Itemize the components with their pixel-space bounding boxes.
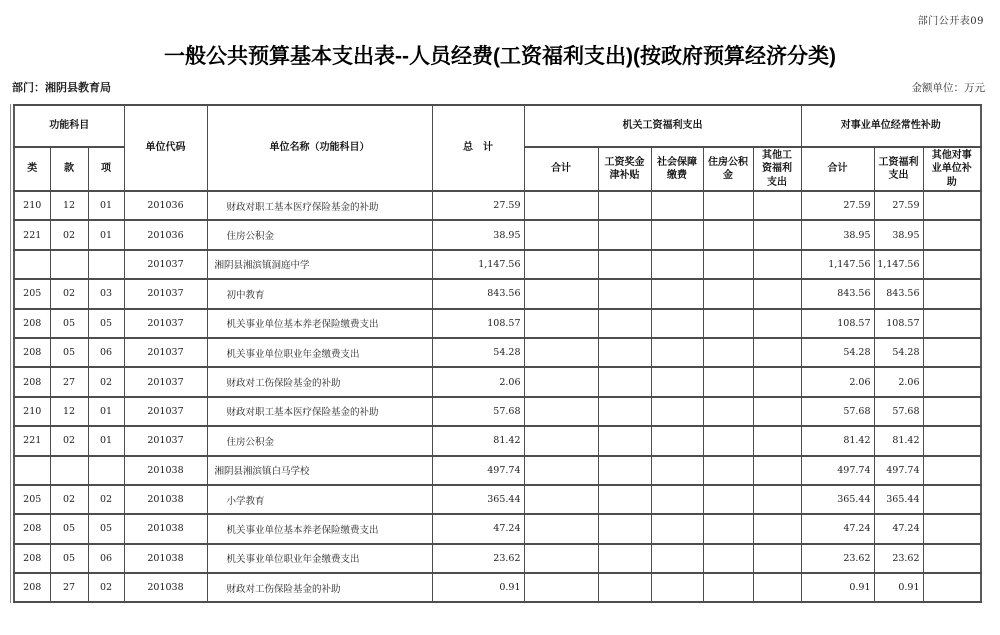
- cell-gov-other: [753, 456, 801, 485]
- cell-gov-housing: [703, 220, 753, 249]
- cell-inst-other: [923, 309, 981, 338]
- cell-inst-other: [923, 456, 981, 485]
- cell-gov-other: [753, 220, 801, 249]
- header-gov-other: 其他工资福利支出: [753, 147, 801, 191]
- cell-gov-other: [753, 191, 801, 220]
- cell-item: 27: [50, 573, 88, 602]
- cell-gov-other: [753, 485, 801, 514]
- cell-total: 27.59: [432, 191, 524, 220]
- cell-gov-total: [524, 191, 598, 220]
- cell-gov-social: [651, 338, 703, 367]
- cell-inst-total: 23.62: [801, 544, 874, 573]
- cell-item: [50, 250, 88, 279]
- header-inst-wage: 工资福利支出: [874, 147, 923, 191]
- table-row: [14, 191, 981, 220]
- table-row: [14, 544, 981, 573]
- cell-code: 201037: [124, 397, 207, 426]
- table-row: [14, 309, 981, 338]
- cell-inst-other: [923, 250, 981, 279]
- cell-cls: 210: [14, 397, 50, 426]
- cell-name: 机关事业单位职业年金缴费支出: [207, 338, 432, 367]
- table-row: [14, 279, 981, 308]
- cell-gov-wage-bonus: [598, 338, 651, 367]
- cell-inst-other: [923, 279, 981, 308]
- cell-inst-wage: 81.42: [874, 426, 923, 455]
- cell-code: 201037: [124, 309, 207, 338]
- cell-cls: 208: [14, 514, 50, 543]
- header-gov-group: 机关工资福利支出: [524, 105, 801, 147]
- cell-item: [50, 456, 88, 485]
- cell-gov-social: [651, 456, 703, 485]
- cell-inst-wage: 497.74: [874, 456, 923, 485]
- cell-item: 05: [50, 309, 88, 338]
- cell-gov-social: [651, 220, 703, 249]
- cell-gov-total: [524, 220, 598, 249]
- department-label: 部门：湘阴县教育局: [12, 82, 111, 94]
- cell-code: 201038: [124, 456, 207, 485]
- cell-item: 05: [50, 514, 88, 543]
- cell-gov-wage-bonus: [598, 191, 651, 220]
- header-unit-code: 单位代码: [124, 105, 207, 191]
- cell-gov-social: [651, 544, 703, 573]
- cell-code: 201037: [124, 250, 207, 279]
- header-inst-other: 其他对事业单位补助: [923, 147, 981, 191]
- cell-gov-other: [753, 309, 801, 338]
- cell-gov-social: [651, 309, 703, 338]
- cell-item: 12: [50, 191, 88, 220]
- cell-gov-total: [524, 456, 598, 485]
- cell-inst-total: 57.68: [801, 397, 874, 426]
- cell-sec: 01: [88, 191, 124, 220]
- cell-cls: 221: [14, 220, 50, 249]
- cell-cls: 205: [14, 485, 50, 514]
- cell-sec: [88, 456, 124, 485]
- cell-gov-other: [753, 250, 801, 279]
- cell-item: 02: [50, 426, 88, 455]
- cell-item: 02: [50, 485, 88, 514]
- cell-total: 108.57: [432, 309, 524, 338]
- cell-gov-total: [524, 309, 598, 338]
- cell-inst-wage: 843.56: [874, 279, 923, 308]
- cell-gov-housing: [703, 544, 753, 573]
- cell-item: 05: [50, 338, 88, 367]
- cell-inst-wage: 38.95: [874, 220, 923, 249]
- cell-inst-wage: 54.28: [874, 338, 923, 367]
- cell-gov-housing: [703, 485, 753, 514]
- header-func-group: 功能科目: [14, 105, 124, 147]
- cell-gov-wage-bonus: [598, 426, 651, 455]
- page-title: 一般公共预算基本支出表--人员经费(工资福利支出)(按政府预算经济分类): [164, 45, 836, 68]
- meta-row: [12, 79, 985, 95]
- header-inst-total: 合计: [801, 147, 874, 191]
- cell-total: 843.56: [432, 279, 524, 308]
- cell-inst-wage: 1,147.56: [874, 250, 923, 279]
- cell-gov-wage-bonus: [598, 220, 651, 249]
- cell-code: 201037: [124, 426, 207, 455]
- cell-inst-wage: 365.44: [874, 485, 923, 514]
- cell-inst-other: [923, 544, 981, 573]
- header-section: 项: [88, 147, 124, 191]
- cell-gov-total: [524, 367, 598, 396]
- cell-name: 住房公积金: [207, 426, 432, 455]
- cell-gov-total: [524, 397, 598, 426]
- cell-gov-social: [651, 367, 703, 396]
- table-row: [14, 426, 981, 455]
- cell-inst-wage: 47.24: [874, 514, 923, 543]
- cell-gov-total: [524, 279, 598, 308]
- cell-inst-wage: 57.68: [874, 397, 923, 426]
- cell-gov-housing: [703, 309, 753, 338]
- cell-gov-social: [651, 485, 703, 514]
- cell-total: 497.74: [432, 456, 524, 485]
- header-unit-name: 单位名称（功能科目）: [207, 105, 432, 191]
- cell-gov-social: [651, 397, 703, 426]
- cell-code: 201038: [124, 573, 207, 602]
- cell-cls: 205: [14, 279, 50, 308]
- cell-gov-housing: [703, 514, 753, 543]
- table-header: [14, 105, 981, 191]
- table-row: [14, 367, 981, 396]
- cell-name: 财政对职工基本医疗保险基金的补助: [207, 397, 432, 426]
- cell-gov-other: [753, 514, 801, 543]
- cell-inst-total: 81.42: [801, 426, 874, 455]
- cell-inst-other: [923, 220, 981, 249]
- cell-name: 初中教育: [207, 279, 432, 308]
- cell-sec: [88, 250, 124, 279]
- header-row-groups: [14, 105, 981, 147]
- header-class: 类: [14, 147, 50, 191]
- cell-inst-other: [923, 191, 981, 220]
- table-row-unit: [14, 250, 981, 279]
- cell-total: 54.28: [432, 338, 524, 367]
- cell-inst-wage: 2.06: [874, 367, 923, 396]
- header-item: 款: [50, 147, 88, 191]
- cell-name: 湘阴县湘滨镇白马学校: [207, 456, 432, 485]
- cell-code: 201038: [124, 514, 207, 543]
- cell-inst-total: 497.74: [801, 456, 874, 485]
- amount-unit-label: 金额单位：万元: [911, 82, 985, 94]
- cell-code: 201037: [124, 279, 207, 308]
- cell-gov-wage-bonus: [598, 397, 651, 426]
- cell-name: 机关事业单位职业年金缴费支出: [207, 544, 432, 573]
- cell-sec: 02: [88, 367, 124, 396]
- cell-cls: [14, 250, 50, 279]
- cell-inst-wage: 23.62: [874, 544, 923, 573]
- cell-cls: 210: [14, 191, 50, 220]
- cell-gov-housing: [703, 250, 753, 279]
- cell-cls: 208: [14, 367, 50, 396]
- cell-gov-wage-bonus: [598, 367, 651, 396]
- page-edge-line: [10, 104, 11, 603]
- cell-sec: 06: [88, 544, 124, 573]
- cell-item: 02: [50, 279, 88, 308]
- cell-gov-total: [524, 485, 598, 514]
- header-total: 总 计: [432, 105, 524, 191]
- cell-name: 机关事业单位基本养老保险缴费支出: [207, 514, 432, 543]
- cell-inst-wage: 108.57: [874, 309, 923, 338]
- cell-sec: 03: [88, 279, 124, 308]
- cell-total: 2.06: [432, 367, 524, 396]
- cell-name: 财政对职工基本医疗保险基金的补助: [207, 191, 432, 220]
- cell-gov-social: [651, 426, 703, 455]
- header-gov-wage-bonus: 工资奖金津补贴: [598, 147, 651, 191]
- cell-inst-total: 38.95: [801, 220, 874, 249]
- cell-gov-total: [524, 426, 598, 455]
- cell-gov-wage-bonus: [598, 309, 651, 338]
- cell-inst-total: 843.56: [801, 279, 874, 308]
- cell-code: 201037: [124, 367, 207, 396]
- cell-name: 住房公积金: [207, 220, 432, 249]
- cell-gov-housing: [703, 367, 753, 396]
- cell-item: 27: [50, 367, 88, 396]
- cell-inst-other: [923, 426, 981, 455]
- cell-gov-social: [651, 514, 703, 543]
- header-inst-group: 对事业单位经常性补助: [801, 105, 981, 147]
- cell-total: 57.68: [432, 397, 524, 426]
- table-row: [14, 338, 981, 367]
- cell-gov-other: [753, 338, 801, 367]
- cell-name: 湘阴县湘滨镇洞庭中学: [207, 250, 432, 279]
- cell-gov-wage-bonus: [598, 485, 651, 514]
- cell-gov-total: [524, 338, 598, 367]
- table-row-unit: [14, 456, 981, 485]
- cell-gov-wage-bonus: [598, 544, 651, 573]
- cell-gov-housing: [703, 191, 753, 220]
- table-row: [14, 514, 981, 543]
- cell-gov-social: [651, 279, 703, 308]
- cell-gov-wage-bonus: [598, 573, 651, 602]
- cell-sec: 06: [88, 338, 124, 367]
- cell-cls: 208: [14, 573, 50, 602]
- cell-gov-housing: [703, 573, 753, 602]
- cell-name: 小学教育: [207, 485, 432, 514]
- cell-item: 05: [50, 544, 88, 573]
- header-gov-social: 社会保障缴费: [651, 147, 703, 191]
- cell-cls: 208: [14, 309, 50, 338]
- cell-cls: [14, 456, 50, 485]
- cell-gov-wage-bonus: [598, 456, 651, 485]
- header-gov-housing: 住房公积金: [703, 147, 753, 191]
- cell-sec: 01: [88, 426, 124, 455]
- cell-cls: 221: [14, 426, 50, 455]
- cell-gov-social: [651, 250, 703, 279]
- cell-total: 1,147.56: [432, 250, 524, 279]
- cell-gov-total: [524, 250, 598, 279]
- cell-gov-wage-bonus: [598, 279, 651, 308]
- cell-gov-housing: [703, 279, 753, 308]
- table-row: [14, 397, 981, 426]
- cell-total: 38.95: [432, 220, 524, 249]
- cell-cls: 208: [14, 544, 50, 573]
- cell-inst-wage: 0.91: [874, 573, 923, 602]
- cell-total: 47.24: [432, 514, 524, 543]
- budget-table: [13, 104, 982, 603]
- cell-gov-social: [651, 573, 703, 602]
- cell-gov-total: [524, 544, 598, 573]
- cell-code: 201036: [124, 220, 207, 249]
- cell-inst-other: [923, 338, 981, 367]
- cell-code: 201038: [124, 485, 207, 514]
- cell-inst-other: [923, 573, 981, 602]
- cell-sec: 05: [88, 514, 124, 543]
- table-body: [14, 191, 981, 602]
- cell-total: 23.62: [432, 544, 524, 573]
- cell-sec: 05: [88, 309, 124, 338]
- cell-inst-other: [923, 367, 981, 396]
- cell-total: 81.42: [432, 426, 524, 455]
- cell-gov-total: [524, 573, 598, 602]
- cell-gov-other: [753, 544, 801, 573]
- cell-inst-total: 108.57: [801, 309, 874, 338]
- cell-inst-total: 54.28: [801, 338, 874, 367]
- cell-code: 201038: [124, 544, 207, 573]
- cell-gov-other: [753, 426, 801, 455]
- cell-name: 财政对工伤保险基金的补助: [207, 367, 432, 396]
- cell-gov-other: [753, 397, 801, 426]
- cell-gov-other: [753, 367, 801, 396]
- cell-inst-total: 47.24: [801, 514, 874, 543]
- cell-sec: 02: [88, 485, 124, 514]
- cell-gov-wage-bonus: [598, 250, 651, 279]
- cell-gov-total: [524, 514, 598, 543]
- cell-item: 02: [50, 220, 88, 249]
- table-row: [14, 485, 981, 514]
- cell-gov-social: [651, 191, 703, 220]
- table-row: [14, 220, 981, 249]
- cell-sec: 02: [88, 573, 124, 602]
- doc-label: 部门公开表09: [917, 16, 984, 27]
- cell-item: 12: [50, 397, 88, 426]
- cell-inst-total: 1,147.56: [801, 250, 874, 279]
- cell-total: 0.91: [432, 573, 524, 602]
- table-row: [14, 573, 981, 602]
- cell-total: 365.44: [432, 485, 524, 514]
- cell-inst-wage: 27.59: [874, 191, 923, 220]
- cell-gov-housing: [703, 456, 753, 485]
- cell-code: 201036: [124, 191, 207, 220]
- cell-inst-other: [923, 397, 981, 426]
- cell-inst-total: 0.91: [801, 573, 874, 602]
- cell-inst-total: 365.44: [801, 485, 874, 514]
- cell-gov-other: [753, 573, 801, 602]
- cell-inst-total: 2.06: [801, 367, 874, 396]
- cell-sec: 01: [88, 397, 124, 426]
- cell-gov-housing: [703, 397, 753, 426]
- cell-cls: 208: [14, 338, 50, 367]
- cell-sec: 01: [88, 220, 124, 249]
- header-gov-total: 合计: [524, 147, 598, 191]
- cell-inst-other: [923, 514, 981, 543]
- cell-gov-housing: [703, 338, 753, 367]
- cell-name: 机关事业单位基本养老保险缴费支出: [207, 309, 432, 338]
- cell-gov-other: [753, 279, 801, 308]
- cell-gov-wage-bonus: [598, 514, 651, 543]
- cell-name: 财政对工伤保险基金的补助: [207, 573, 432, 602]
- cell-code: 201037: [124, 338, 207, 367]
- cell-gov-housing: [703, 426, 753, 455]
- cell-inst-total: 27.59: [801, 191, 874, 220]
- cell-inst-other: [923, 485, 981, 514]
